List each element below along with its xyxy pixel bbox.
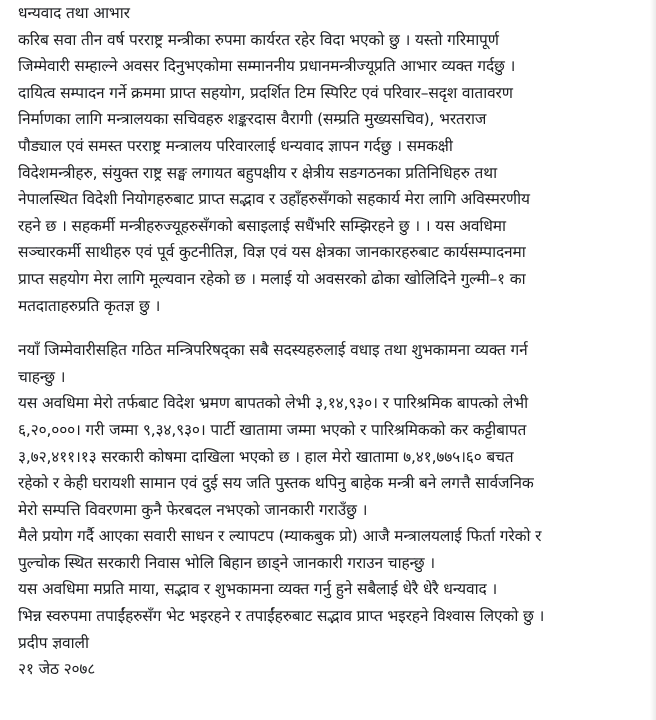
- post-text-line: दायित्व सम्पादन गर्ने क्रममा प्राप्त सहयोग, प्रदर्शित टिम स्पिरिट एवं परिवार–सदृश वातावरण: [18, 83, 513, 102]
- post-text-line: करिब सवा तीन वर्ष परराष्ट्र मन्त्रीका रुपमा कार्यरत रहेर विदा भएको छु । यस्तो गरिमापूर्ण: [18, 30, 499, 49]
- post-text-line: सञ्चारकर्मी साथीहरु एवं पूर्व कुटनीतिज्ञ, विज्ञ एवं यस क्षेत्रका जानकारहरुबाट कार्यसम्पादनमा: [18, 243, 526, 262]
- post-text-line: मैले प्रयोग गर्दै आएका सवारी साधन र ल्यापटप (म्याकबुक प्रो) आजै मन्त्रालयलाई फिर्ता गरेको र: [18, 527, 542, 546]
- post-text-line: ६,२०,०००। गरी जम्मा ९,३४,९३०। पार्टी खातामा जम्मा भएको र पारिश्रमिकको कर कट्टीबापत: [18, 420, 527, 439]
- post-text-line: मेरो सम्पत्ति विवरणमा कुनै फेरबदल नभएको जानकारी गराउँछु ।: [18, 500, 368, 519]
- post-text-line: भिन्न स्वरुपमा तपाईंहरुसँग भेट भइरहने र तपाईंहरुबाट सद्भाव प्राप्त भइरहने विश्वास लिएको छु ।: [18, 607, 545, 626]
- post-text-line: यस अवधिमा मेरो तर्फबाट विदेश भ्रमण बापतको लेभी ३,१४,९३०। र पारिश्रमिक बापत्को लेभी: [18, 394, 528, 413]
- post-date: २१ जेठ २०७८: [18, 660, 96, 679]
- post-text-line: नेपालस्थित विदेशी नियोगहरुबाट प्राप्त सद्भाव र उहाँहरुसँगको सहकार्य मेरा लागि अविस्मरणीय: [18, 190, 530, 209]
- post-text-line: मतदाताहरुप्रति कृतज्ञ छु ।: [18, 296, 161, 315]
- post-text-line: यस अवधिमा मप्रति माया, सद्भाव र शुभकामना व्यक्त गर्नु हुने सबैलाई धेरै धेरै धन्यवाद ।: [18, 580, 498, 599]
- right-edge-shadow: [650, 0, 656, 720]
- post-heading: धन्यवाद तथा आभार: [18, 4, 130, 22]
- paragraph-gap: [18, 319, 646, 337]
- post-text-line: पौड्याल एवं समस्त परराष्ट्र मन्त्रालय परिवारलाई धन्यवाद ज्ञापन गर्दछु । समकक्षी: [18, 136, 453, 155]
- post-text-line: नयाँ जिम्मेवारीसहित गठित मन्त्रिपरिषद्का सबै सदस्यहरुलाई वधाइ तथा शुभकामना व्यक्त गर्न: [18, 341, 528, 360]
- post-text-line: रहेको र केही घरायशी सामान एवं दुई सय जति पुस्तक थपिनु बाहेक मन्त्री बने लगत्तै सार्वजनिक: [18, 474, 534, 493]
- post-text-line: चाहन्छु ।: [18, 367, 66, 386]
- post-text-line: निर्माणका लागि मन्त्रालयका सचिवहरु शङ्करदास वैरागी (सम्प्रति मुख्यसचिव), भरतराज: [18, 110, 487, 129]
- post-text-line: पुल्चोक स्थित सरकारी निवास भोलि बिहान छाड्ने जानकारी गराउन चाहन्छु ।: [18, 553, 436, 572]
- author-name: प्रदीप ज्ञवाली: [18, 633, 89, 652]
- post-text-line: रहने छ । सहकर्मी मन्त्रीहरुज्यूहरुसँगको बसाइलाई सधैंभरि सम्झिरहने छु । । यस अवधिमा: [18, 216, 506, 235]
- post-text-line: जिम्मेवारी सम्हाल्ने अवसर दिनुभएकोमा सम्माननीय प्रधानमन्त्रीज्यूप्रति आभार व्यक्त गर्दछु ।: [18, 57, 516, 76]
- post-text-line: प्राप्त सहयोग मेरा लागि मूल्यवान रहेको छ । मलाई यो अवसरको ढोका खोलिदिने गुल्मी–१ का: [18, 269, 526, 288]
- post-text-line: विदेशमन्त्रीहरु, संयुक्त राष्ट्र सङ्घ लगायत बहुपक्षीय र क्षेत्रीय सङगठनका प्रतिनिधिहरु तथा: [18, 163, 497, 182]
- post-text-line: ३,७२,४११।१३ सरकारी कोषमा दाखिला भएको छ । हाल मेरो खातामा ७,४१,७७५।६० बचत: [18, 447, 514, 466]
